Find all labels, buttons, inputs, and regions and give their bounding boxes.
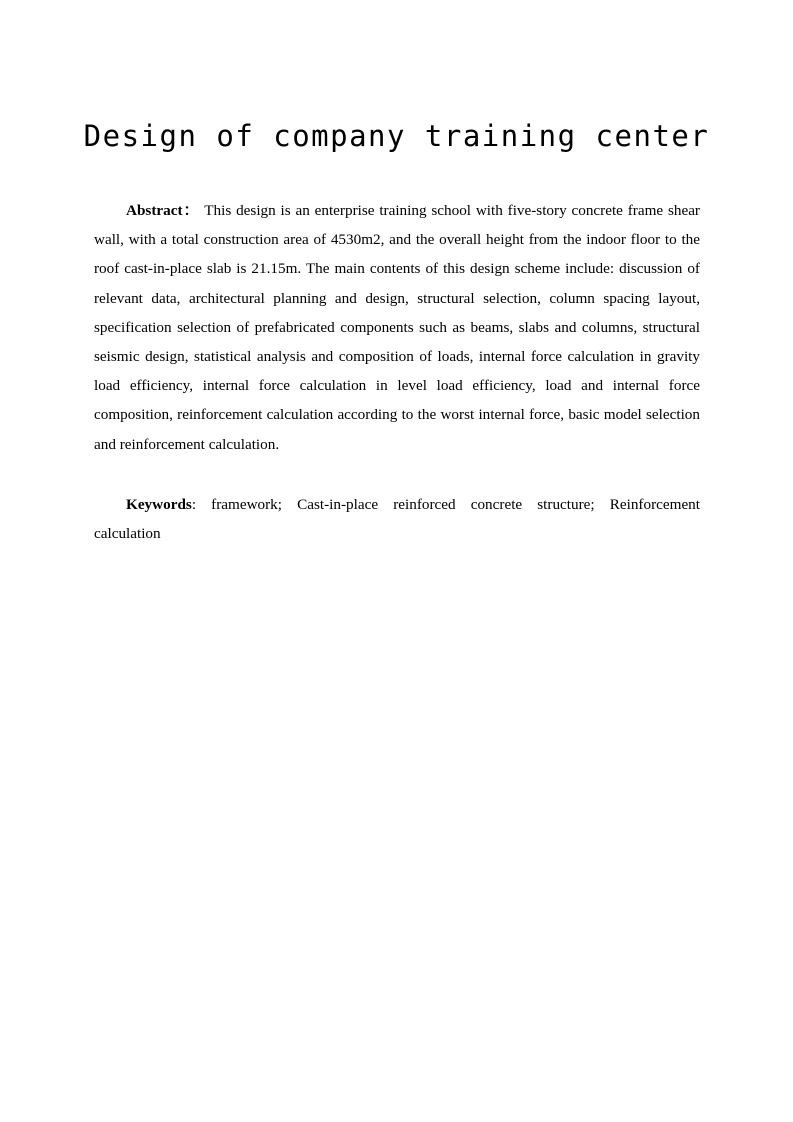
abstract-paragraph bbox=[94, 196, 700, 459]
keywords-paragraph bbox=[94, 490, 700, 548]
keywords-label: Keywords bbox=[126, 496, 192, 513]
abstract-label: Abstract： bbox=[126, 202, 200, 219]
keywords-text: : framework; Cast-in-place reinforced concrete structure; Reinforcement calculation bbox=[94, 496, 700, 543]
abstract-text: This design is an enterprise training school with five-story concrete frame shear wall, with a total construction area of 4530m2, and the overall height from the indoor floor to the roof cast-in-place slab is 21.15m. The main contents of this design scheme include: discussion of relevant data, architectural planning and design, structural selection, column spacing layout, specification selection of prefabricated components such as beams, slabs and columns, structural seismic design, statistical analysis and composition of loads, internal force calculation in gravity load efficiency, internal force calculation in level load efficiency, load and internal force composition, reinforcement calculation according to the worst internal force, basic model selection and reinforcement calculation. bbox=[94, 202, 700, 453]
page-title: Design of company training center bbox=[83, 119, 710, 153]
